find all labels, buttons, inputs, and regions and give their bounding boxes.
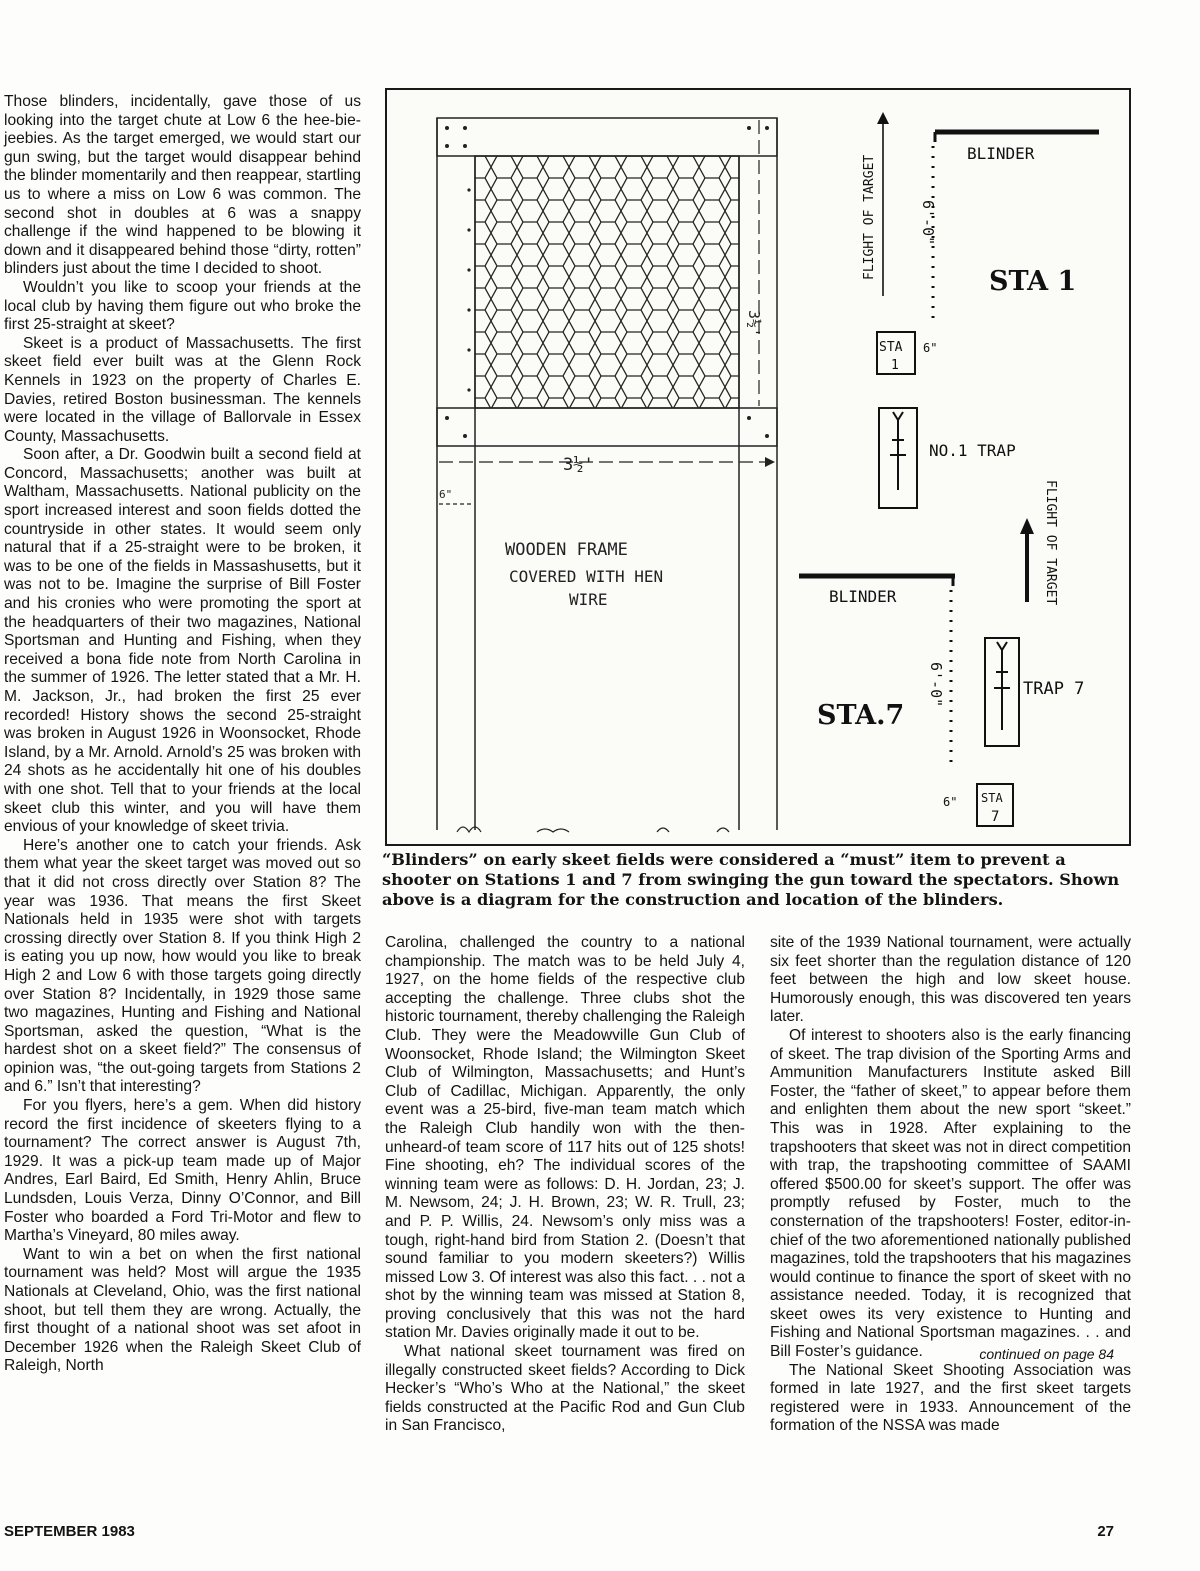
hen-wire-mesh xyxy=(475,156,739,408)
station-7-gap: 6" xyxy=(943,795,958,809)
station-7-large-label: STA.7 xyxy=(817,700,905,731)
top-blinder-label: BLINDER xyxy=(967,144,1035,163)
left-text-column xyxy=(4,93,361,1376)
paragraph: Soon after, a Dr. Goodwin built a second field at Concord, Massachusetts; another was built at Waltham, Massachusetts. National publicity on the sport increased interest and soon fields dotted the countryside in other states. It would seem only natural that if a 25-straight were to be broken, it was to be one of the fields in Massashusetts, but it was not to be. Imagine the surprise of Bill Foster and his cronies who were promoting the sport at the headquarters of their two magazines, National Sportsman and Hunting and Fishing, when they received a bona fide note from North Carolina in the summer of 1926. The letter stated that a Mr. H. M. Jackson, Jr., had broken the first 25 ever recorded! History shows the second 25-straight was broken in August 1926 in Woonsocket, Rhode Island, by a Mr. Arnold. Arnold’s 25 was broken with 24 shots as he accidentally hit one of his doubles with one shot. Tell that to your friends at the local skeet club this winter, and you will have them envious of your knowledge of skeet trivia. xyxy=(4,446,361,836)
paragraph: Those blinders, incidentally, gave those of us looking into the target chute at Low 6 the hee-bie-jeebies. As the target emerged, we would start our gun swing, but the target would disappear behind the blinder momentarily and then reappear, startling us to where a miss on Low 6 was common. The second shot in doubles at 6 was a snappy challenge if the wind happened to be blowing it down and it disappeared behind those “dirty, rotten” blinders just about the time I decided to shoot. xyxy=(4,93,361,278)
paragraph: The National Skeet Shooting Association was formed in late 1927, and the first skeet targets registered were in 1933. Announcement of the formation of the NSSA was made xyxy=(770,1361,1131,1435)
leg-dimension: 6" xyxy=(439,488,453,501)
paragraph: What national skeet tournament was fired on illegally constructed skeet fields? According to Dick Hecker’s “Who’s Who at the National,” the skeet fields constructed at the Pacific Rod and Gun Club in San Francisco, xyxy=(385,1343,745,1435)
station-7-box-number: 7 xyxy=(991,809,1000,825)
page-number: 27 xyxy=(1097,1523,1114,1540)
issue-date: SEPTEMBER 1983 xyxy=(4,1523,135,1540)
paragraph: Wouldn’t you like to scoop your friends at the local club by having them figure out who broke the first 25-straight at skeet? xyxy=(4,278,361,334)
paragraph: For you flyers, here’s a gem. When did history record the first incidence of skeeters flying to a tournament? The correct answer is August 7th, 1929. It was a pick-up team made up of Major Andres, Earl Baird, Ed Smith, Henry Ahlin, Bruce Lundsden, Louis Verza, Dinny O’Connor, and Bill Foster who boarded a Ford Tri-Motor and flew to Martha’s Vineyard, 80 miles away. xyxy=(4,1097,361,1245)
blinder-diagram xyxy=(385,88,1131,846)
bottom-blinder-label: BLINDER xyxy=(829,587,897,606)
station-7-box-label: STA xyxy=(981,791,1003,805)
height-dimension: 3½' xyxy=(745,310,763,338)
frame-label-line-1: WOODEN FRAME xyxy=(505,540,628,560)
frame-label-line-2: COVERED WITH HEN xyxy=(509,567,664,586)
paragraph: Want to win a bet on when the first national tournament was held? Most will argue the 1935 Nationals at Cleveland, Ohio, was the first national shoot, but tell them they are wrong. Actually, the first thought of a national shoot was set afoot in December 1926 when the Raleigh Skeet Club of Raleigh, North xyxy=(4,1245,361,1375)
paragraph: Skeet is a product of Massachusetts. The first skeet field ever built was at the Glenn Rock Kennels in 1923 on the property of Charles E. Davies, retired Boston businessman. The kennels were located in the village of Ballorvale in Essex County, Massachusetts. xyxy=(4,334,361,445)
trap-7-label: TRAP 7 xyxy=(1023,679,1085,699)
top-flight-label: FLIGHT OF TARGET xyxy=(862,154,877,280)
station-1-large-label: STA 1 xyxy=(989,266,1077,297)
top-distance-label: 6'-0" xyxy=(919,200,937,246)
width-dimension: 3½' xyxy=(563,455,594,475)
paragraph: site of the 1939 National tournament, were actually six feet shorter than the regulation distance of 120 feet between the high and low skeet house. Humorously enough, this was discovered ten years later. xyxy=(770,934,1131,1026)
station-1-box-label: STA xyxy=(879,340,903,355)
figure-caption: “Blinders” on early skeet fields were considered a “must” item to prevent a shooter on Stations 1 and 7 from swinging the gun toward the spectators. Shown above is a diagram for the construction and location of the blinders. xyxy=(382,850,1120,909)
bottom-distance-label: 6'-0" xyxy=(927,662,945,708)
frame-label-line-3: WIRE xyxy=(569,590,608,609)
middle-text-column xyxy=(385,934,745,1436)
frame-top-board xyxy=(437,118,777,156)
paragraph: Here’s another one to catch your friends. Ask them what year the skeet target was moved out so that it did not cross directly over Station 8? The year was 1936. That means the first Skeet Nationals held in 1935 were shot with targets crossing directly over Station 8. If you think High 2 is eating you up now, how would you like to break High 2 and Low 6 with those targets going directly over Station 8? Incidentally, in 1929 those same two magazines, Hunting and Fishing and National Sportsman, asked the question, “What is the hardest shot on a skeet field?” The consensus of opinion was, “the out-going targets from Stations 2 and 6.” Isn’t that interesting? xyxy=(4,836,361,1096)
frame-bottom-board xyxy=(437,408,777,446)
paragraph: Of interest to shooters also is the early financing of skeet. The trap division of the Sporting Arms and Ammunition Manufacturers Institute asked Bill Foster, the “father of skeet,” to appear before them and enlighten them about the new sport “skeet.” This was in 1928. After explaining to the trapshooters that skeet was not in direct competition with trap, the trapshooting committee of SAAMI offered $500.00 for skeet’s support. The offer was promptly refused by Foster, much to the consternation of the trapshooters! Foster, editor-in-chief of the two aforementioned nationally published magazines, told the trapshooters that his magazines would continue to finance the sport of skeet with no assistance needed. Today, it is recognized that skeet owes its very existence to Hunting and Fishing and National Sportsman magazines. . . and Bill Foster’s guidance. xyxy=(770,1026,1131,1361)
station-1-box-number: 1 xyxy=(891,358,899,373)
continued-note: continued on page 84 xyxy=(979,1346,1114,1362)
station-1-gap: 6" xyxy=(923,341,938,355)
diagram-drawing xyxy=(387,90,1129,844)
bottom-flight-label: FLIGHT OF TARGET xyxy=(1043,480,1058,606)
trap-1-label: NO.1 TRAP xyxy=(929,441,1016,460)
paragraph: Carolina, challenged the country to a national championship. The match was to be held July 4, 1927, on the home fields of the respective club accepting the challenge. Three clubs shot the historic tournament, thereby challenging the Raleigh Club. They were the Meadowville Gun Club of Woonsocket, Rhode Island; the Wilmington Skeet Club of Wilmington, Massachusetts; and Hunt’s Club of Cadillac, Michigan. Apparently, the only event was a 25-bird, five-man team match which the Raleigh Club handily won with the then-unheard-of team score of 117 hits out of 125 shots! Fine shooting, eh? The individual scores of the winning team were as follows: D. H. Jordan, 23; J. M. Newsom, 24; J. H. Brown, 23; W. R. Trull, 23; and P. P. Willis, 24. Newsom’s only miss was a tough, right-hand bird from Station 2. (Doesn’t that sound familiar to you modern skeeters?) Willis missed Low 3. Of interest was also this fact. . . not a shot by the winning team was missed at Station 8, proving conclusively that this was not the hard station Mr. Davies originally made it out to be. xyxy=(385,934,745,1342)
